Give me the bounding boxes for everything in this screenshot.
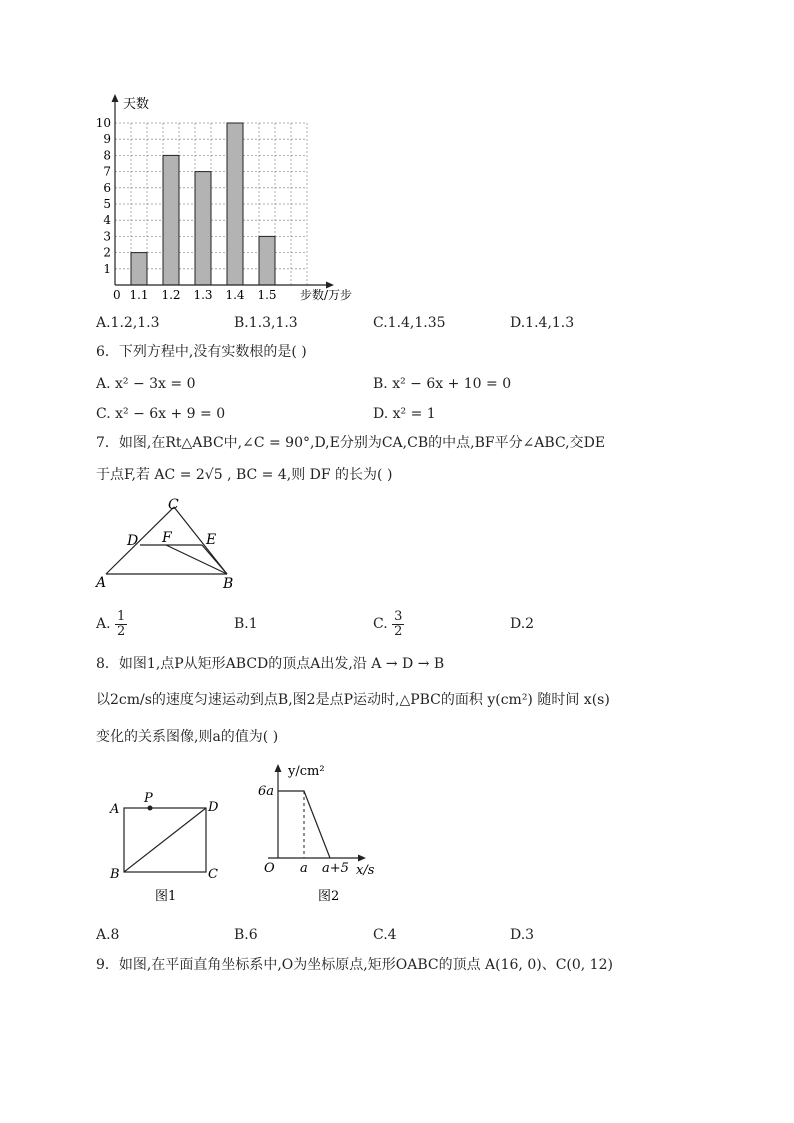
- fig2-y-arrow-icon: [275, 764, 282, 772]
- q7-label-f: F: [162, 530, 172, 546]
- bar-1.5: [259, 236, 275, 285]
- y-axis-arrow-icon: [112, 94, 119, 102]
- q8-option-c[interactable]: C.4: [373, 927, 397, 943]
- x-axis-label: 步数/万步: [300, 288, 353, 302]
- q7-option-c-fraction: $\frac{3}{2}$: [394, 608, 403, 639]
- bar-1.3: [195, 172, 211, 285]
- fig2-x-arrow-icon: [358, 855, 366, 862]
- q6-option-c[interactable]: C. x² − 6x + 9 = 0: [96, 406, 226, 422]
- y-tick-label: 2: [103, 245, 111, 260]
- x-tick-label: 1.4: [225, 288, 245, 302]
- x-tick-label: 1.2: [161, 288, 181, 302]
- q8-option-b[interactable]: B.6: [234, 927, 258, 943]
- q7-triangle-figure: [90, 495, 250, 595]
- fig2-x-label: x/s: [356, 863, 375, 878]
- y-tick-label: 6: [103, 180, 111, 195]
- q7-label-d: D: [127, 533, 139, 549]
- fig2-y-label: y/cm²: [288, 764, 325, 779]
- q9-stem-line1: 9．如图,在平面直角坐标系中,O为坐标原点,矩形OABC的顶点 A(16, 0)、C(0, 12): [96, 957, 613, 973]
- x-tick-label: 1.1: [129, 288, 149, 302]
- q8-stem-line1: 8．如图1,点P从矩形ABCD的顶点A出发,沿 A → D → B: [96, 656, 445, 672]
- fig1-label-b: B: [110, 867, 120, 882]
- y-axis-label: 天数: [123, 97, 150, 112]
- fig2-caption: 图2: [318, 889, 340, 904]
- q6-stem: 6．下列方程中,没有实数根的是( ): [96, 344, 307, 360]
- q7-stem-line2: 于点F,若 AC = 2√5 , BC = 4,则 DF 的长为( ): [96, 467, 393, 483]
- q7-label-b: B: [223, 576, 234, 592]
- q7-stem-line1: 7．如图,在Rt△ABC中,∠C = 90°,D,E分别为CA,CB的中点,BF平分∠ABC,交DE: [96, 435, 606, 451]
- q5-option-d[interactable]: D.1.4,1.3: [510, 315, 575, 331]
- bar-1.1: [131, 253, 147, 285]
- y-tick-label: 9: [103, 132, 111, 147]
- q8-stem-line3: 变化的关系图像,则a的值为( ): [96, 729, 279, 745]
- fig2-origin: O: [264, 861, 275, 876]
- x-tick-label: 1.3: [193, 288, 213, 302]
- q7-option-c[interactable]: C. $\frac{3}{2}$: [373, 608, 403, 639]
- fig2-x-tick-a: a: [300, 861, 308, 876]
- q8-option-a[interactable]: A.8: [96, 927, 120, 943]
- fig1-caption: 图1: [155, 889, 177, 904]
- q7-option-b[interactable]: B.1: [234, 616, 258, 632]
- bar-1.4: [227, 123, 243, 285]
- y-tick-label: 3: [103, 229, 111, 244]
- q8-option-d[interactable]: D.3: [510, 927, 535, 943]
- q8-figure1-rectangle: [100, 786, 230, 906]
- q8-stem-line2: 以2cm/s的速度匀速运动到点B,图2是点P运动时,△PBC的面积 y(cm²) 随时间 x(s): [96, 692, 610, 708]
- steps-bar-chart: [90, 92, 380, 307]
- q7-label-c: C: [168, 497, 179, 513]
- q7-label-e: E: [206, 532, 217, 548]
- fig1-label-a: A: [110, 802, 120, 817]
- y-tick-label: 4: [103, 213, 111, 228]
- chart-ticks: [96, 116, 277, 302]
- y-tick-label: 8: [103, 148, 111, 163]
- y-tick-label: 7: [103, 164, 111, 179]
- q6-option-d[interactable]: D. x² = 1: [373, 406, 436, 422]
- fig1-label-p: P: [144, 791, 153, 806]
- q5-option-a[interactable]: A.1.2,1.3: [96, 315, 160, 331]
- fig1-label-d: D: [208, 800, 219, 815]
- q6-option-b[interactable]: B. x² − 6x + 10 = 0: [373, 376, 512, 392]
- y-tick-label: 1: [103, 261, 111, 276]
- fig2-x-tick-a5: a+5: [322, 861, 349, 876]
- q6-option-a[interactable]: A. x² − 3x = 0: [96, 376, 196, 392]
- q7-label-a: A: [96, 575, 107, 591]
- q5-option-c[interactable]: C.1.4,1.35: [373, 315, 446, 331]
- q7-option-a-fraction: $\frac{1}{2}$: [117, 608, 126, 639]
- y-tick-label: 5: [103, 197, 111, 211]
- bar-1.2: [163, 155, 179, 285]
- point-p-dot: [148, 806, 153, 811]
- fig1-label-c: C: [208, 867, 218, 882]
- q5-option-b[interactable]: B.1.3,1.3: [234, 315, 298, 331]
- x-tick-label: 1.5: [257, 288, 277, 302]
- q7-option-d[interactable]: D.2: [510, 616, 535, 632]
- q7-option-a[interactable]: A. $\frac{1}{2}$: [96, 608, 126, 639]
- q8-figure2-graph: [254, 760, 384, 910]
- origin-label: 0: [113, 288, 121, 302]
- fig2-y-tick: 6a: [258, 784, 275, 799]
- y-tick-label: 10: [95, 116, 111, 130]
